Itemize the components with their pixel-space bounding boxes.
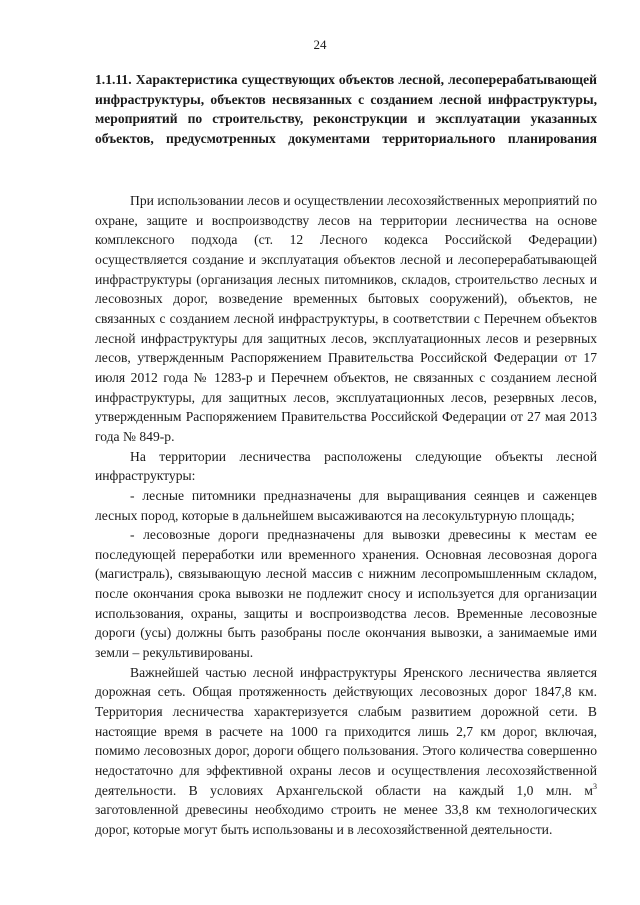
superscript-cubic: 3: [593, 781, 597, 791]
section-heading: [95, 70, 597, 148]
document-body: [95, 191, 597, 840]
paragraph-road-network: [95, 663, 597, 840]
list-item-nurseries: - лесные питомники предназначены для выращивания сеянцев и саженцев лесных пород, которые в дальнейшем высаживаются на лесокультурную площадь;: [95, 487, 597, 523]
paragraph-infrastructure-list-intro: На территории лесничества расположены следующие объекты лесной инфраструктуры:: [95, 448, 597, 484]
section-number: 1.1.11.: [95, 72, 132, 87]
list-item-logging-roads: - лесовозные дороги предназначены для вывозки древесины к местам ее последующей переработки или временного хранения. Основная лесовозная дорога (магистраль), связывающую лесной массив с нижним лесопромышленным складом, после окончания срока вывозки не подлежит сносу и используется для организации использования, охраны, защиты и воспроизводства лесов. Временные лесовозные дороги (усы) должны быть разобраны после окончания вывозки, а занимаемые ими земли – рекультивированы.: [95, 527, 597, 661]
page-number: 24: [313, 37, 327, 52]
paragraph-road-network-continuation: заготовленной древесины необходимо строить не менее 33,8 км технологических дорог, которые могут быть использованы и в лесохозяйственной деятельности.: [95, 802, 597, 837]
paragraph-road-network-text: Важнейшей частью лесной инфраструктуры Яренского лесничества является дорожная сеть. Общая протяженность действующих лесовозных дорог 1847,8 км. Территория лесничества характеризуется слабым развитием дорожной сети. В настоящие время в расчете на 1000 га приходится лишь 2,7 км дорог, включая, помимо лесовозных дорог, дороги общего пользования. Этого количества совершенно недостаточно для эффективной охраны лесов и осуществления лесохозяйственной деятельности. В условиях Архангельской области на каждый 1,0 млн. м: [95, 664, 597, 798]
section-title: Характеристика существующих объектов лесной, лесоперерабатывающей инфраструктуры, объектов несвязанных с созданием лесной инфраструктуры, мероприятий по строительству, реконструкции и эксплуатации указанных объектов, предусмотренных документами территориального планирования: [95, 72, 598, 146]
paragraph-intro: При использовании лесов и осуществлении лесохозяйственных мероприятий по охране, защите и воспроизводству лесов на территории лесничества на основе комплексного подхода (ст. 12 Лесного кодекса Российской Федерации) осуществляется создание и эксплуатация объектов лесной и лесоперерабатывающей инфраструктуры (организация лесных питомников, складов, строительство лесных и лесовозных дорог, возведение временных бытовых сооружений), объектов, не связанных с созданием лесной инфраструктуры, в соответствии с Перечнем объектов лесной инфраструктуры для защитных лесов, эксплуатационных лесов и резервных лесов, утвержденным Распоряжением Правительства Российской Федерации от 17 июля 2012 года № 1283-р и Перечнем объектов, не связанных с созданием лесной инфраструктуры, для защитных лесов, эксплуатационных лесов, резервных лесов, утвержденным Распоряжением Правительства Российской Федерации от 27 мая 2013 года № 849-р.: [95, 193, 597, 444]
